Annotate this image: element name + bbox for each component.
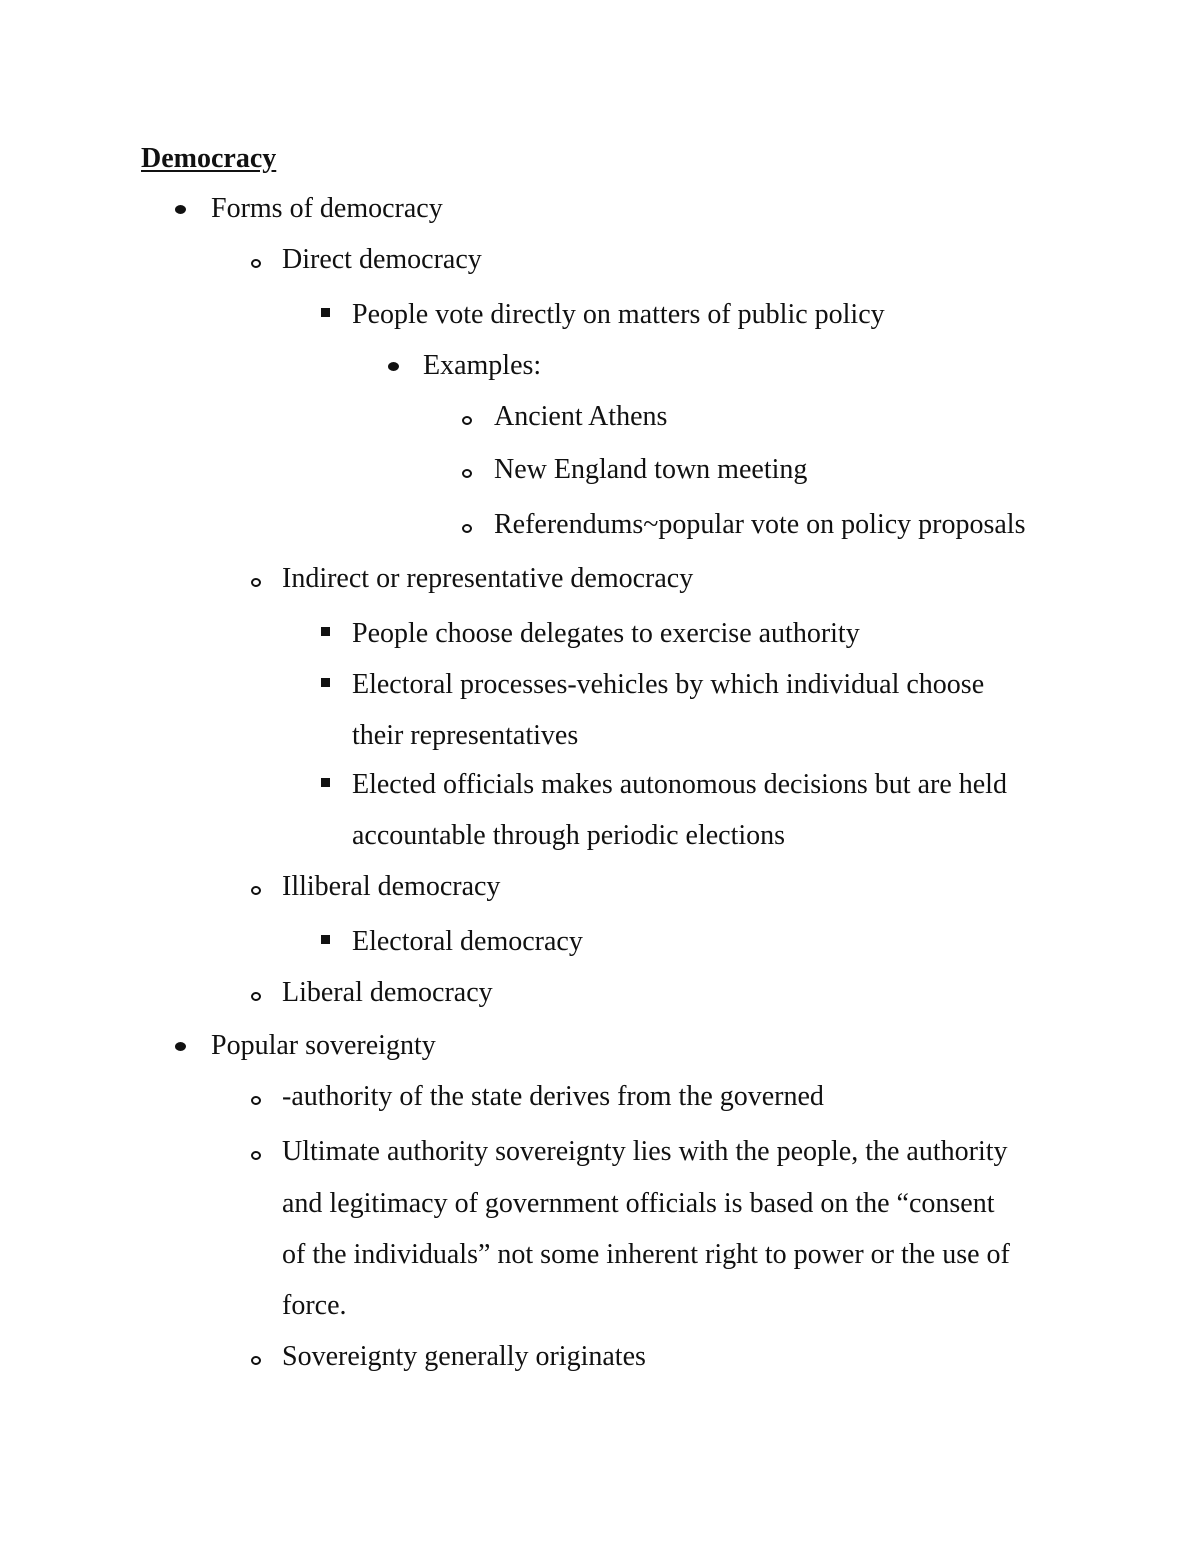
bullet-circle-icon	[462, 416, 472, 425]
bullet-circle-icon	[462, 469, 472, 478]
list-item: People choose delegates to exercise authority	[352, 618, 860, 649]
list-item: Examples:	[423, 350, 542, 381]
bullet-square-icon	[321, 308, 330, 317]
list-item: Liberal democracy	[282, 977, 493, 1008]
bullet-circle-icon	[251, 1096, 261, 1105]
list-item: Indirect or representative democracy	[282, 563, 694, 594]
bullet-square-icon	[321, 778, 330, 787]
list-item-continuation: force.	[282, 1290, 347, 1321]
bullet-disc-icon	[175, 205, 186, 214]
list-item: Illiberal democracy	[282, 871, 501, 902]
bullet-square-icon	[321, 935, 330, 944]
bullet-circle-icon	[462, 524, 472, 533]
list-item: Electoral democracy	[352, 926, 583, 957]
list-item: Forms of democracy	[211, 193, 443, 224]
list-item: Electoral processes-vehicles by which individual choose	[352, 669, 985, 700]
list-item-continuation: of the individuals” not some inherent right to power or the use of	[282, 1239, 1010, 1270]
list-item: -authority of the state derives from the governed	[282, 1081, 824, 1112]
bullet-disc-icon	[175, 1042, 186, 1051]
list-item: People vote directly on matters of public policy	[352, 299, 885, 330]
list-item: New England town meeting	[494, 454, 808, 485]
bullet-circle-icon	[251, 259, 261, 268]
bullet-square-icon	[321, 627, 330, 636]
list-item-continuation: accountable through periodic elections	[352, 820, 786, 851]
document-title: Democracy	[141, 143, 277, 174]
list-item: Direct democracy	[282, 244, 482, 275]
list-item: Ultimate authority sovereignty lies with the people, the authority	[282, 1136, 1008, 1167]
bullet-circle-icon	[251, 992, 261, 1001]
bullet-circle-icon	[251, 886, 261, 895]
list-item-continuation: their representatives	[352, 720, 579, 751]
list-item: Elected officials makes autonomous decisions but are held	[352, 769, 1007, 800]
bullet-circle-icon	[251, 1356, 261, 1365]
list-item: Sovereignty generally originates	[282, 1341, 646, 1372]
list-item: Referendums~popular vote on policy proposals	[494, 509, 1026, 540]
bullet-square-icon	[321, 678, 330, 687]
list-item: Ancient Athens	[494, 401, 668, 432]
bullet-disc-icon	[388, 362, 399, 371]
list-item: Popular sovereignty	[211, 1030, 436, 1061]
bullet-circle-icon	[251, 578, 261, 587]
bullet-circle-icon	[251, 1151, 261, 1160]
list-item-continuation: and legitimacy of government officials is based on the “consent	[282, 1188, 995, 1219]
